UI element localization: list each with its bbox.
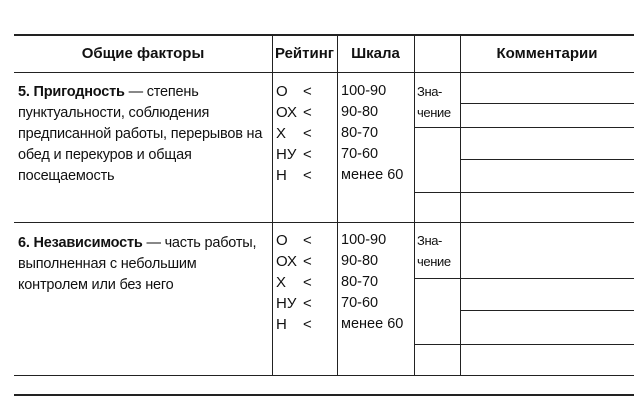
comparator: < — [303, 125, 312, 142]
rating-list — [276, 230, 336, 335]
comment-line — [414, 278, 634, 279]
rating-row — [276, 314, 336, 335]
scale-list — [341, 81, 413, 186]
factor-independence — [18, 233, 268, 296]
comparator: < — [303, 253, 312, 270]
comment-line — [414, 344, 634, 345]
comparator: < — [303, 295, 312, 312]
factor-title: 5. Пригодность — [18, 84, 125, 100]
rating-code: НУ — [276, 295, 297, 312]
comparator: < — [303, 146, 312, 163]
scale-value: 80-70 — [341, 274, 379, 290]
rating-code: Х — [276, 274, 287, 291]
rating-list — [276, 81, 336, 186]
table-top-border — [14, 34, 634, 36]
rating-code: Н — [276, 316, 287, 333]
rating-row — [276, 272, 336, 293]
scale-value: 70-60 — [341, 295, 379, 311]
scale-value: 100-90 — [341, 83, 387, 99]
rating-row — [276, 165, 336, 186]
factor-description: — степень пунктуальности, соблюдения предписанной работы, перерывов на обед и перекуров и общая посещаемость — [18, 84, 263, 184]
rating-row — [276, 251, 336, 272]
rating-row — [276, 102, 336, 123]
scale-value: менее 60 — [341, 316, 404, 332]
comparator: < — [303, 274, 312, 291]
rating-row — [276, 123, 336, 144]
comparator: < — [303, 167, 312, 184]
row-divider — [14, 222, 634, 223]
column-divider — [337, 34, 338, 375]
scale-value: менее 60 — [341, 167, 404, 183]
rating-code: Н — [276, 167, 287, 184]
factor-title: 6. Независимость — [18, 235, 143, 251]
value-label-line: чение — [417, 254, 451, 269]
column-divider — [414, 34, 415, 375]
header-comments: Комментарии — [496, 45, 598, 62]
scale-value: 70-60 — [341, 146, 379, 162]
rating-row — [276, 230, 336, 251]
comparator: < — [303, 83, 312, 100]
table-bottom-rule — [14, 375, 634, 376]
value-label-line: Зна- — [417, 84, 442, 99]
table-bottom-border — [14, 394, 634, 396]
rating-code: О — [276, 83, 288, 100]
column-divider — [460, 34, 461, 375]
rating-row — [276, 293, 336, 314]
rating-row — [276, 144, 336, 165]
scale-value: 90-80 — [341, 253, 379, 269]
header-rating: Рейтинг — [274, 45, 335, 62]
rating-code: НУ — [276, 146, 297, 163]
value-label-line: чение — [417, 105, 451, 120]
comment-line — [414, 192, 634, 193]
comparator: < — [303, 316, 312, 333]
rating-code: ОХ — [276, 104, 297, 121]
comment-line — [414, 127, 634, 128]
scale-value: 100-90 — [341, 232, 387, 248]
value-label — [417, 81, 459, 123]
rating-row — [276, 81, 336, 102]
scale-value: 90-80 — [341, 104, 379, 120]
rating-code: Х — [276, 125, 287, 142]
rating-code: ОХ — [276, 253, 297, 270]
column-divider — [272, 34, 273, 375]
header-factors: Общие факторы — [81, 45, 205, 62]
factor-description: — часть работы, выполненная с небольшим контролем или без него — [18, 235, 257, 293]
scale-value: 80-70 — [341, 125, 379, 141]
comment-line — [460, 310, 634, 311]
comparator: < — [303, 104, 312, 121]
comment-line — [460, 103, 634, 104]
comment-line — [460, 159, 634, 160]
header-scale: Шкала — [351, 45, 400, 62]
value-label — [417, 230, 459, 272]
factor-suitability — [18, 82, 268, 187]
header-bottom-border — [14, 72, 634, 73]
value-label-line: Зна- — [417, 233, 442, 248]
rating-code: О — [276, 232, 288, 249]
scale-list — [341, 230, 413, 335]
comparator: < — [303, 232, 312, 249]
